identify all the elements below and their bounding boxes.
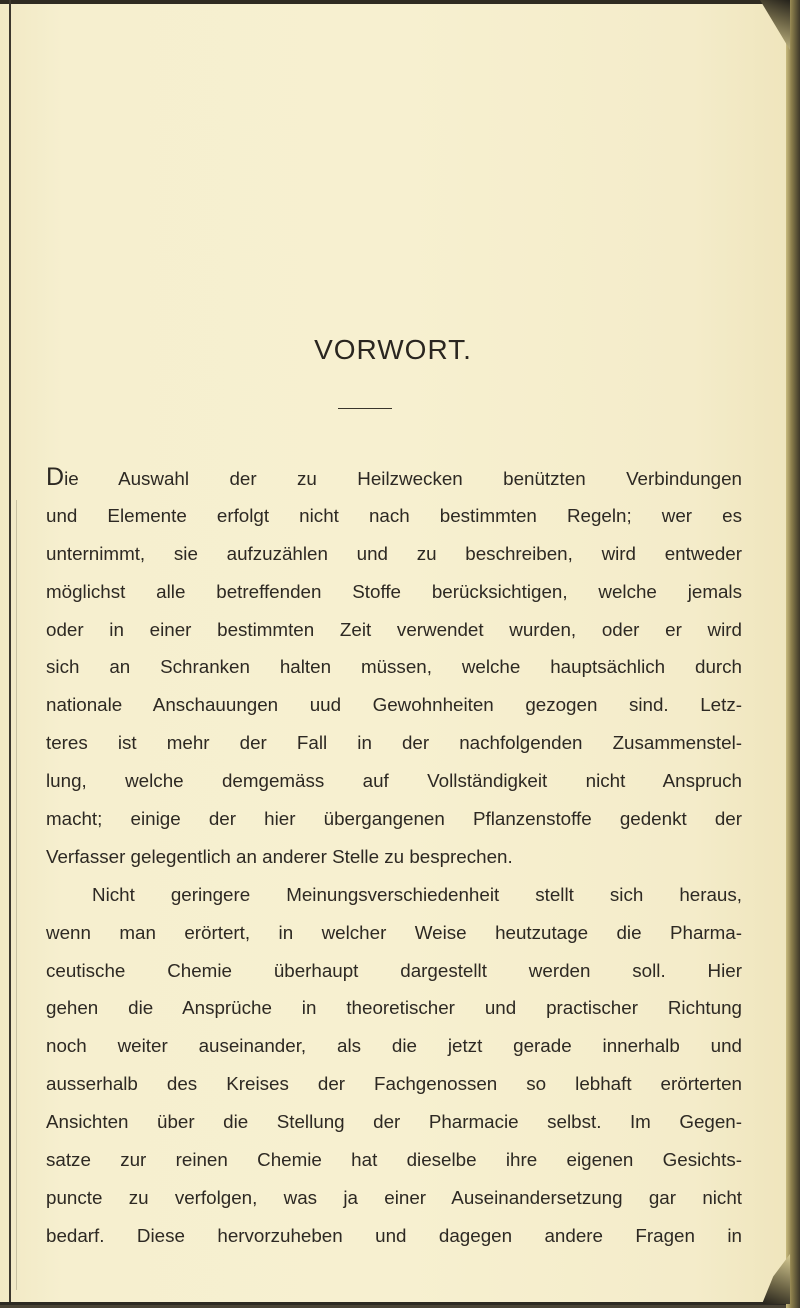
left-margin-rule bbox=[9, 0, 11, 1302]
book-spine-edge bbox=[786, 0, 800, 1308]
text-line bbox=[46, 459, 742, 497]
text-line: wenn man erörtert, in welcher Weise heutzutage die Pharma- bbox=[46, 921, 742, 943]
text-line: gehen die Ansprüche in theoretischer und practischer Richtung bbox=[46, 997, 742, 1019]
title-divider bbox=[338, 408, 392, 409]
text-line: Ansichten über die Stellung der Pharmacie selbst. Im Gegen- bbox=[46, 1111, 742, 1133]
text-line: bedarf. Diese hervorzuheben und dagegen andere Fragen in bbox=[46, 1224, 742, 1246]
text-line: oder in einer bestimmten Zeit verwendet wurden, oder er wird bbox=[46, 618, 742, 640]
text-line: noch weiter auseinander, als die jetzt gerade innerhalb und bbox=[46, 1035, 742, 1057]
text-line: lung, welche demgemäss auf Vollständigkeit nicht Anspruch bbox=[46, 770, 742, 792]
text-line: satze zur reinen Chemie hat dieselbe ihre eigenen Gesichts- bbox=[46, 1149, 742, 1171]
text-line: ausserhalb des Kreises der Fachgenossen so lebhaft erörterten bbox=[46, 1073, 742, 1095]
first-line-text: ie Auswahl der zu Heilzwecken benützten Verbindungen bbox=[64, 468, 742, 489]
initial-letter: D bbox=[46, 463, 65, 491]
text-line: möglichst alle betreffenden Stoffe berücksichtigen, welche jemals bbox=[46, 580, 742, 602]
text-line: puncte zu verfolgen, was ja einer Auseinandersetzung gar nicht bbox=[46, 1186, 742, 1208]
page-title: VORWORT. bbox=[314, 334, 472, 365]
text-line: und Elemente erfolgt nicht nach bestimmten Regeln; wer es bbox=[46, 504, 742, 526]
text-line: Nicht geringere Meinungsverschiedenheit stellt sich heraus, bbox=[92, 883, 742, 905]
text-line: ceutische Chemie überhaupt dargestellt werden soll. Hier bbox=[46, 959, 742, 981]
text-line: Verfasser gelegentlich an anderer Stelle zu besprechen. bbox=[46, 845, 513, 867]
left-margin-faint-rule bbox=[16, 500, 17, 1290]
text-line: sich an Schranken halten müssen, welche hauptsächlich durch bbox=[46, 656, 742, 678]
text-line: unternimmt, sie aufzuzählen und zu beschreiben, wird entweder bbox=[46, 542, 742, 564]
text-line: nationale Anschauungen uud Gewohnheiten gezogen sind. Letz- bbox=[46, 694, 742, 716]
text-line: teres ist mehr der Fall in der nachfolgenden Zusammenstel- bbox=[46, 732, 742, 754]
body-text bbox=[46, 459, 742, 1255]
top-edge-shadow bbox=[0, 0, 786, 4]
text-line: macht; einige der hier übergangenen Pflanzenstoffe gedenkt der bbox=[46, 808, 742, 830]
